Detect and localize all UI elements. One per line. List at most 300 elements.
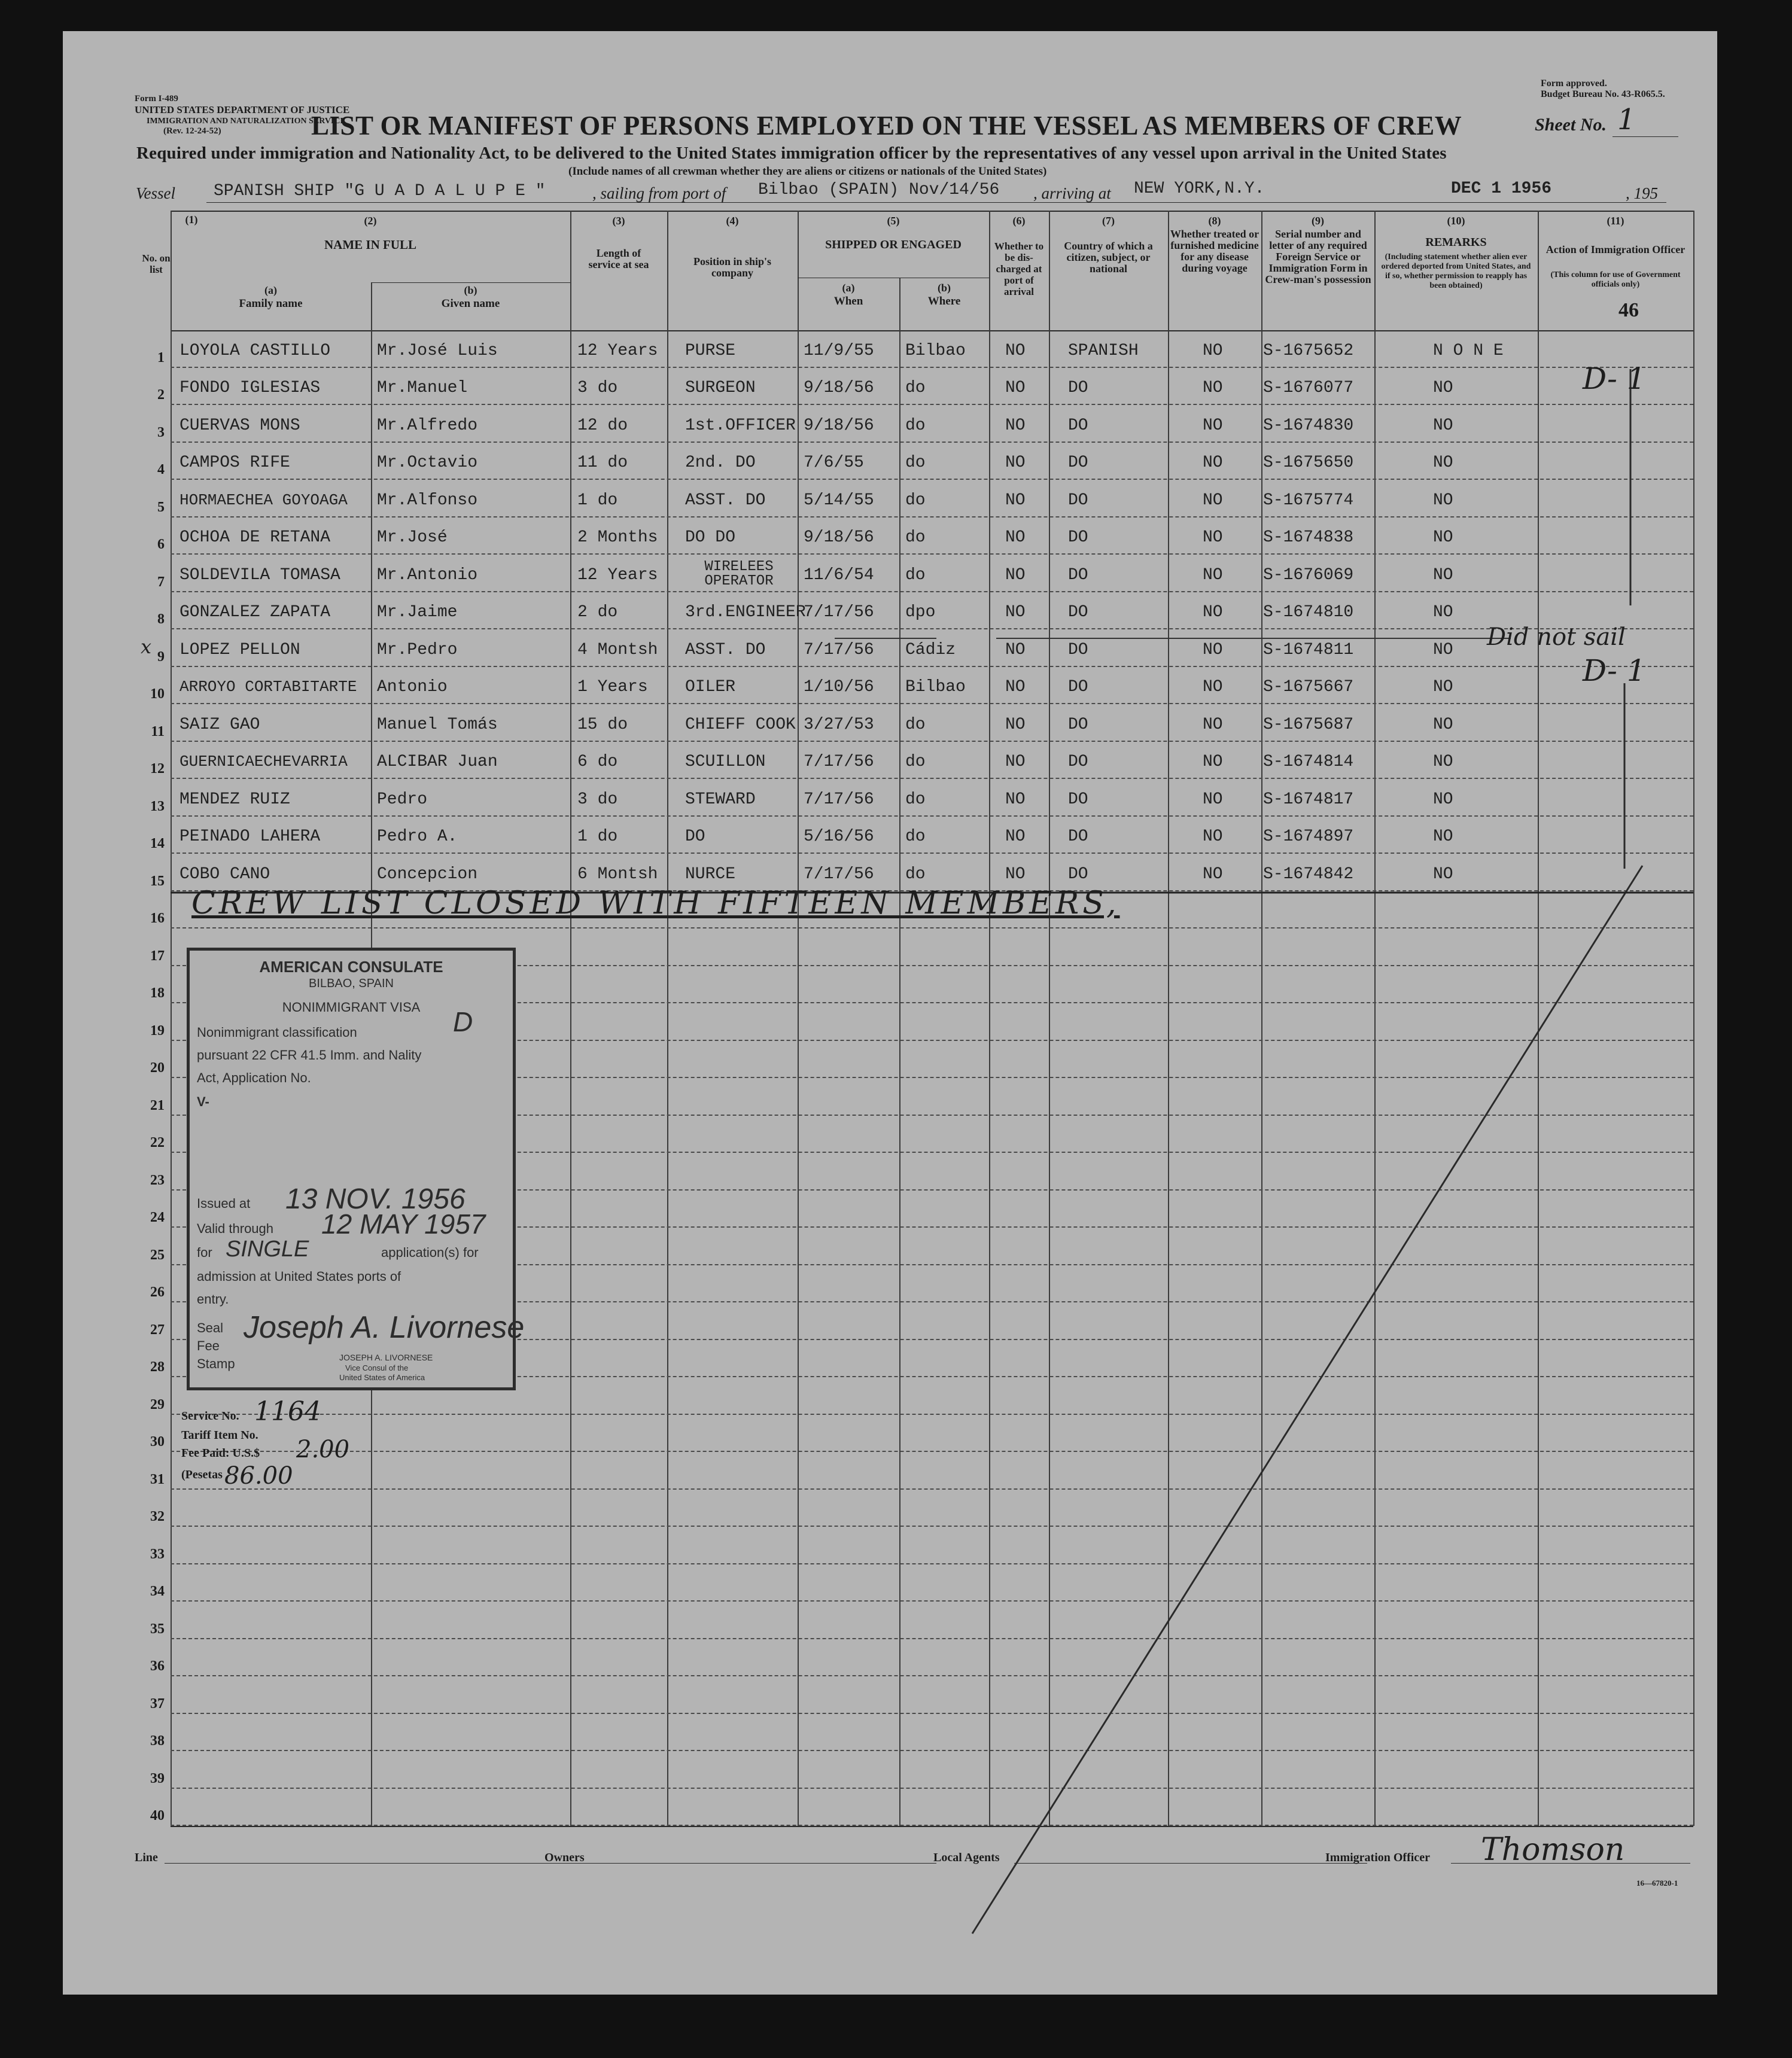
cell-given: Concepcion [377, 864, 478, 884]
stamp-line1: Nonimmigrant classification [197, 1025, 357, 1040]
col-shipped: SHIPPED OR ENGAGED [825, 238, 962, 251]
cell-length: 15 do [577, 715, 628, 734]
col11-num: (11) [1607, 215, 1624, 227]
row-number: 13 [150, 798, 165, 814]
cell-where: do [905, 565, 926, 584]
cell-family: ARROYO CORTABITARTE [179, 678, 357, 696]
cell-country: DO [1068, 491, 1088, 510]
row-number: 19 [150, 1022, 165, 1039]
cell-where: do [905, 715, 926, 734]
action-d2: D- 1 [1583, 653, 1646, 688]
cell-treated: NO [1203, 491, 1223, 510]
cell-serial: S-1674817 [1263, 790, 1354, 809]
cell-length: 11 do [577, 453, 628, 472]
row-number: 5 [157, 499, 165, 515]
cell-where: do [905, 491, 926, 510]
row-number: 3 [157, 424, 165, 440]
cell-family: MENDEZ RUIZ [179, 790, 290, 809]
cell-treated: NO [1203, 603, 1223, 622]
cell-country: DO [1068, 790, 1088, 809]
cell-treated: NO [1203, 715, 1223, 734]
row-number: 11 [151, 723, 165, 739]
stamp-for: for [197, 1245, 212, 1260]
cell-position: CHIEFF COOK [685, 715, 796, 734]
cell-family: GONZALEZ ZAPATA [179, 603, 331, 622]
cell-country: DO [1068, 379, 1088, 397]
form-title: LIST OR MANIFEST OF PERSONS EMPLOYED ON THE VESSEL AS MEMBERS OF CREW [311, 111, 1462, 141]
action-d1: D- 1 [1583, 361, 1646, 396]
cell-country: DO [1068, 565, 1088, 584]
cell-serial: S-1675667 [1263, 678, 1354, 696]
cell-when: 7/17/56 [804, 864, 874, 884]
cell-length: 4 Montsh [577, 640, 658, 659]
cell-remarks: NO [1433, 753, 1453, 771]
cell-where: Bilbao [905, 341, 966, 360]
cell-country: DO [1068, 640, 1088, 659]
row-number: 30 [150, 1434, 165, 1450]
cell-country: DO [1068, 678, 1088, 696]
cell-discharged: NO [1005, 678, 1026, 696]
vessel-name: SPANISH SHIP "G U A D A L U P E " [214, 182, 546, 200]
stamp-officer-country: United States of America [339, 1373, 425, 1382]
department: UNITED STATES DEPARTMENT OF JUSTICE [135, 104, 350, 115]
service-no-hw: 1164 [254, 1396, 321, 1427]
stamp-line3: Act, Application No. [197, 1070, 311, 1085]
fee-paid-label: Fee Paid: U.S.$ [181, 1447, 260, 1460]
cell-where: do [905, 790, 926, 809]
cell-where: do [905, 827, 926, 846]
cell-country: DO [1068, 753, 1088, 771]
cell-position: SCUILLON [685, 753, 766, 771]
cell-remarks: NO [1433, 491, 1453, 510]
cell-treated: NO [1203, 790, 1223, 809]
cell-serial: S-1675774 [1263, 491, 1354, 510]
row-number: 15 [150, 873, 165, 889]
cell-serial: S-1674830 [1263, 416, 1354, 435]
cell-family: SOLDEVILA TOMASA [179, 565, 340, 584]
cell-country: DO [1068, 453, 1088, 472]
cell-treated: NO [1203, 528, 1223, 547]
cell-serial: S-1674811 [1263, 640, 1354, 659]
form-number: Form I-489 [135, 94, 178, 103]
cell-family: COBO CANO [179, 864, 270, 884]
row-number: 9 [157, 649, 165, 665]
cell-where: do [905, 864, 926, 884]
cell-remarks: N O N E [1433, 341, 1504, 360]
cell-treated: NO [1203, 753, 1223, 771]
cell-treated: NO [1203, 379, 1223, 397]
cell-where: do [905, 453, 926, 472]
stamp-visa: NONIMMIGRANT VISA [282, 1000, 421, 1015]
cell-position: 1st.OFFICER [685, 416, 796, 435]
cell-serial: S-1675652 [1263, 341, 1354, 360]
cell-length: 12 do [577, 416, 628, 435]
arriving-label: , arriving at [1033, 184, 1111, 202]
cell-where: do [905, 379, 926, 397]
cell-remarks: NO [1433, 864, 1453, 884]
row-number: 33 [150, 1546, 165, 1562]
pesetas-label: (Pesetas [181, 1468, 223, 1481]
row-number: 25 [150, 1247, 165, 1263]
cell-country: DO [1068, 603, 1088, 622]
col-family-letter: (a) [264, 284, 277, 296]
cell-family: PEINADO LAHERA [179, 827, 321, 846]
col-when-letter: (a) [842, 282, 855, 294]
stamp-officer: JOSEPH A. LIVORNESE [339, 1353, 433, 1362]
cell-remarks: NO [1433, 827, 1453, 846]
row-number: 6 [157, 537, 165, 552]
cell-discharged: NO [1005, 827, 1026, 846]
footer-agents-rule [1014, 1863, 1367, 1864]
stamp-city: BILBAO, SPAIN [309, 977, 394, 990]
col6-num: (6) [1012, 215, 1026, 227]
arrival-date: DEC 1 1956 [1451, 179, 1552, 198]
cell-length: 6 Montsh [577, 864, 658, 884]
col-no: No. on list [142, 252, 171, 275]
col-action-note: (This column for use of Government officials only) [1550, 270, 1681, 289]
cell-where: Bilbao [905, 678, 966, 696]
cell-remarks: NO [1433, 453, 1453, 472]
cell-given: Mr.Pedro [377, 640, 458, 659]
col-discharged: Whether to be dis-charged at port of arrival [994, 240, 1044, 297]
cell-discharged: NO [1005, 341, 1026, 360]
cell-remarks: NO [1433, 603, 1453, 622]
stamp-admission: admission at United States ports of [197, 1269, 401, 1284]
cell-where: dpo [905, 603, 936, 622]
cell-given: Antonio [377, 678, 448, 696]
col5-num: (5) [887, 215, 900, 227]
cell-treated: NO [1203, 341, 1223, 360]
cell-serial: S-1674814 [1263, 753, 1354, 771]
cell-remarks: NO [1433, 715, 1453, 734]
cell-discharged: NO [1005, 416, 1026, 435]
officer-signature: Thomson [1481, 1832, 1625, 1868]
col-position: Position in ship's company [693, 255, 772, 279]
cell-when: 9/18/56 [804, 416, 874, 435]
cell-serial: S-1674838 [1263, 528, 1354, 547]
row-number: 36 [150, 1658, 165, 1674]
cell-treated: NO [1203, 565, 1223, 584]
cell-position: WIRELEES OPERATOR [704, 558, 774, 589]
cell-family: SAIZ GAO [179, 715, 260, 734]
sheet-label: Sheet No. [1535, 115, 1607, 135]
row-number: 39 [150, 1770, 165, 1786]
col1-num: (1) [185, 214, 198, 226]
cell-serial: S-1675687 [1263, 715, 1354, 734]
cell-treated: NO [1203, 640, 1223, 659]
row-number: 17 [150, 948, 165, 964]
cell-discharged: NO [1005, 715, 1026, 734]
row-number: 10 [150, 686, 165, 702]
cell-family: CAMPOS RIFE [179, 453, 290, 472]
revision: (Rev. 12-24-52) [163, 126, 221, 136]
sheet-number: 1 [1617, 103, 1636, 136]
arriving-port: NEW YORK,N.Y. [1134, 179, 1265, 198]
did-not-sail-note: Did not sail [1487, 623, 1626, 651]
stamp-appl: application(s) for [381, 1245, 479, 1260]
cell-given: Mr.Manuel [377, 379, 468, 397]
col-remarks: REMARKS [1425, 236, 1487, 249]
cell-when: 7/17/56 [804, 640, 874, 659]
consulate-stamp [187, 948, 525, 1390]
cell-country: DO [1068, 528, 1088, 547]
vessel-label: Vessel [136, 184, 175, 202]
stamp-valid-hw: 12 MAY 1957 [321, 1208, 486, 1240]
cell-family: HORMAECHEA GOYOAGA [179, 491, 348, 509]
stamp-line2: pursuant 22 CFR 41.5 Imm. and Nality [197, 1048, 422, 1063]
cell-discharged: NO [1005, 603, 1026, 622]
row-number: 12 [150, 761, 165, 777]
col-given-letter: (b) [464, 284, 477, 296]
cell-position: NURCE [685, 864, 736, 884]
cell-when: 11/6/54 [804, 565, 874, 584]
cell-position: DO [685, 827, 705, 846]
col-name-full: NAME IN FULL [324, 238, 416, 252]
cell-serial: S-1674810 [1263, 603, 1354, 622]
cell-position: DO DO [685, 528, 736, 547]
cell-length: 2 Months [577, 528, 658, 547]
row-number: 20 [150, 1060, 165, 1076]
service-no-label: Service No. [181, 1409, 239, 1423]
row-number: 22 [150, 1135, 165, 1150]
cell-given: ALCIBAR Juan [377, 753, 498, 771]
cell-when: 5/14/55 [804, 491, 874, 510]
cell-serial: S-1676069 [1263, 565, 1354, 584]
col3-num: (3) [612, 215, 625, 227]
cell-given: Pedro [377, 790, 428, 809]
col-given: Given name [441, 297, 500, 310]
cell-family: LOPEZ PELLON [179, 640, 300, 659]
cell-discharged: NO [1005, 379, 1026, 397]
row-number: 27 [150, 1322, 165, 1338]
cell-serial: S-1676077 [1263, 379, 1354, 397]
sailing-port: Bilbao (SPAIN) Nov/14/56 [758, 181, 1000, 199]
row-number: 8 [157, 611, 165, 627]
stamp-for-hw: SINGLE [226, 1237, 309, 1262]
cell-when: 1/10/56 [804, 678, 874, 696]
stamp-signature: Joseph A. Livornese [244, 1310, 525, 1345]
cell-when: 5/16/56 [804, 827, 874, 846]
form-code: 16—67820-1 [1636, 1879, 1678, 1887]
cell-where: do [905, 416, 926, 435]
col-family: Family name [239, 297, 303, 310]
row-number: 2 [157, 387, 165, 403]
row-number: 40 [150, 1808, 165, 1823]
stamp-issued-hw: 13 NOV. 1956 [285, 1183, 466, 1215]
row-number: 31 [150, 1471, 165, 1487]
cell-length: 1 do [577, 491, 618, 510]
cell-where: do [905, 528, 926, 547]
fee-paid-hw: 2.00 [296, 1436, 350, 1463]
cell-discharged: NO [1005, 491, 1026, 510]
col-action: Action of Immigration Officer [1545, 243, 1685, 255]
row-number: 1 [157, 349, 165, 366]
footer-officer-label: Immigration Officer [1325, 1851, 1430, 1864]
cell-position: ASST. DO [685, 491, 766, 510]
cell-treated: NO [1203, 827, 1223, 846]
cell-length: 12 Years [577, 341, 658, 360]
cell-discharged: NO [1005, 453, 1026, 472]
stamp-fee: Fee [197, 1338, 220, 1353]
cell-given: Mr.Jaime [377, 603, 458, 622]
row-number: 23 [150, 1172, 165, 1188]
form-subtitle: Required under immigration and Nationality Act, to be delivered to the United States immigration officer by the representatives of any vessel upon arrival in the United States [136, 144, 1447, 163]
cell-position: OILER [685, 678, 736, 696]
cell-when: 9/18/56 [804, 528, 874, 547]
col-where-letter: (b) [938, 282, 951, 294]
row-number: 21 [150, 1097, 165, 1113]
action-count: 46 [1618, 299, 1639, 321]
manifest-sheet [63, 31, 1717, 1995]
col-length: Length of service at sea [588, 247, 649, 270]
cell-family: CUERVAS MONS [179, 416, 300, 435]
cell-length: 1 do [577, 827, 618, 846]
cell-when: 7/17/56 [804, 753, 874, 771]
cell-discharged: NO [1005, 640, 1026, 659]
form-approved: Form approved. [1541, 78, 1607, 89]
row-number: 24 [150, 1210, 165, 1225]
cell-family: OCHOA DE RETANA [179, 528, 331, 547]
form-note: (Include names of all crewman whether they are aliens or citizens or nationals of the United States) [568, 165, 1047, 178]
cell-discharged: NO [1005, 528, 1026, 547]
cell-position: STEWARD [685, 790, 756, 809]
cell-when: 3/27/53 [804, 715, 874, 734]
cell-remarks: NO [1433, 528, 1453, 547]
cell-length: 1 Years [577, 678, 648, 696]
cell-family: FONDO IGLESIAS [179, 379, 321, 397]
cell-remarks: NO [1433, 678, 1453, 696]
footer-agents-label: Local Agents [933, 1851, 1000, 1864]
cell-country: DO [1068, 864, 1088, 884]
service: IMMIGRATION AND NATURALIZATION SERVICE [147, 117, 346, 126]
x-mark: x [141, 635, 152, 658]
stamp-officer-title: Vice Consul of the [345, 1363, 409, 1372]
footer-line-label: Line [135, 1851, 158, 1864]
footer-line-rule [165, 1863, 589, 1864]
cell-length: 2 do [577, 603, 618, 622]
col-serial: Serial number and letter of any required Foreign Service or Immigration Form in Crew-man's possession [1265, 228, 1371, 285]
stamp-class-hw: D [453, 1006, 473, 1037]
year-label: , 195 [1626, 184, 1658, 202]
footer-owners-rule [589, 1863, 936, 1864]
crew-list-closed-note: CREW LIST CLOSED WITH FIFTEEN MEMBERS, [191, 885, 1120, 921]
row-number: 18 [150, 985, 165, 1001]
cell-position: PURSE [685, 341, 736, 360]
cell-length: 3 do [577, 379, 618, 397]
cell-remarks: NO [1433, 565, 1453, 584]
row-number: 14 [150, 836, 165, 851]
col9-num: (9) [1312, 215, 1324, 227]
cell-treated: NO [1203, 453, 1223, 472]
cell-family: GUERNICAECHEVARRIA [179, 753, 348, 771]
cell-discharged: NO [1005, 864, 1026, 884]
sailing-label: , sailing from port of [592, 184, 726, 202]
col-treated: Whether treated or furnished medicine for any disease during voyage [1170, 228, 1259, 274]
row-number: 7 [157, 574, 165, 590]
cell-remarks: NO [1433, 379, 1453, 397]
stamp-issued: Issued at [197, 1196, 251, 1211]
cell-treated: NO [1203, 864, 1223, 884]
row-number: 37 [150, 1695, 165, 1712]
cell-remarks: NO [1433, 416, 1453, 435]
row-number: 34 [150, 1584, 165, 1599]
cell-given: Mr.José [377, 528, 448, 547]
cell-where: Cádiz [905, 640, 956, 659]
row-number: 28 [150, 1359, 165, 1375]
row-number: 4 [157, 462, 165, 477]
cell-family: LOYOLA CASTILLO [179, 341, 331, 360]
col7-num: (7) [1102, 215, 1115, 227]
cell-position: ASST. DO [685, 640, 766, 659]
stamp-v: V- [197, 1094, 209, 1109]
diagonal-cancel-line [972, 866, 1642, 1934]
cell-position: 2nd. DO [685, 453, 756, 472]
cell-country: DO [1068, 827, 1088, 846]
col10-num: (10) [1447, 215, 1465, 227]
row-number: 26 [150, 1284, 165, 1300]
cell-serial: S-1674842 [1263, 864, 1354, 884]
stamp-stamp: Stamp [197, 1356, 235, 1371]
cell-when: 7/6/55 [804, 453, 864, 472]
cell-when: 9/18/56 [804, 379, 874, 397]
cell-remarks: NO [1433, 790, 1453, 809]
cell-country: DO [1068, 416, 1088, 435]
cell-serial: S-1675650 [1263, 453, 1354, 472]
col8-num: (8) [1208, 215, 1221, 227]
budget-bureau: Budget Bureau No. 43-R065.5. [1541, 89, 1665, 99]
stamp-valid: Valid through [197, 1221, 274, 1236]
cell-discharged: NO [1005, 753, 1026, 771]
cell-discharged: NO [1005, 565, 1026, 584]
cell-position: SURGEON [685, 379, 756, 397]
col4-num: (4) [726, 215, 739, 227]
stamp-consulate: AMERICAN CONSULATE [259, 958, 443, 976]
col-country: Country of which a citizen, subject, or national [1064, 240, 1153, 275]
cell-remarks: NO [1433, 640, 1453, 659]
row-number: 35 [150, 1621, 165, 1637]
col-remarks-note: (Including statement whether alien ever ordered deported from United States, and if so, whether permission to reapply has been obtained) [1381, 252, 1531, 290]
row-number: 32 [150, 1509, 165, 1524]
stamp-seal: Seal [197, 1320, 224, 1335]
cell-length: 12 Years [577, 565, 658, 584]
col-when: When [833, 295, 863, 308]
cell-length: 6 do [577, 753, 618, 771]
cell-given: Mr.Alfonso [377, 491, 478, 510]
cell-given: Mr.José Luis [377, 341, 498, 360]
cell-length: 3 do [577, 790, 618, 809]
stamp-entry: entry. [197, 1292, 229, 1307]
cell-serial: S-1674897 [1263, 827, 1354, 846]
cell-position: 3rd.ENGINEER [685, 603, 806, 622]
cell-when: 7/17/56 [804, 603, 874, 622]
cell-given: Mr.Antonio [377, 565, 478, 584]
row-number: 16 [150, 911, 165, 926]
cell-given: Pedro A. [377, 827, 458, 846]
col2-num: (2) [364, 215, 377, 227]
cell-country: DO [1068, 715, 1088, 734]
cell-treated: NO [1203, 416, 1223, 435]
pesetas-hw: 86.00 [224, 1462, 293, 1490]
cell-when: 11/9/55 [804, 341, 874, 360]
footer-owners-label: Owners [544, 1851, 585, 1864]
cell-when: 7/17/56 [804, 790, 874, 809]
row-number: 38 [150, 1733, 165, 1749]
col-where: Where [927, 295, 961, 308]
cell-where: do [905, 753, 926, 771]
cell-discharged: NO [1005, 790, 1026, 809]
cell-treated: NO [1203, 678, 1223, 696]
cell-country: SPANISH [1068, 341, 1139, 360]
